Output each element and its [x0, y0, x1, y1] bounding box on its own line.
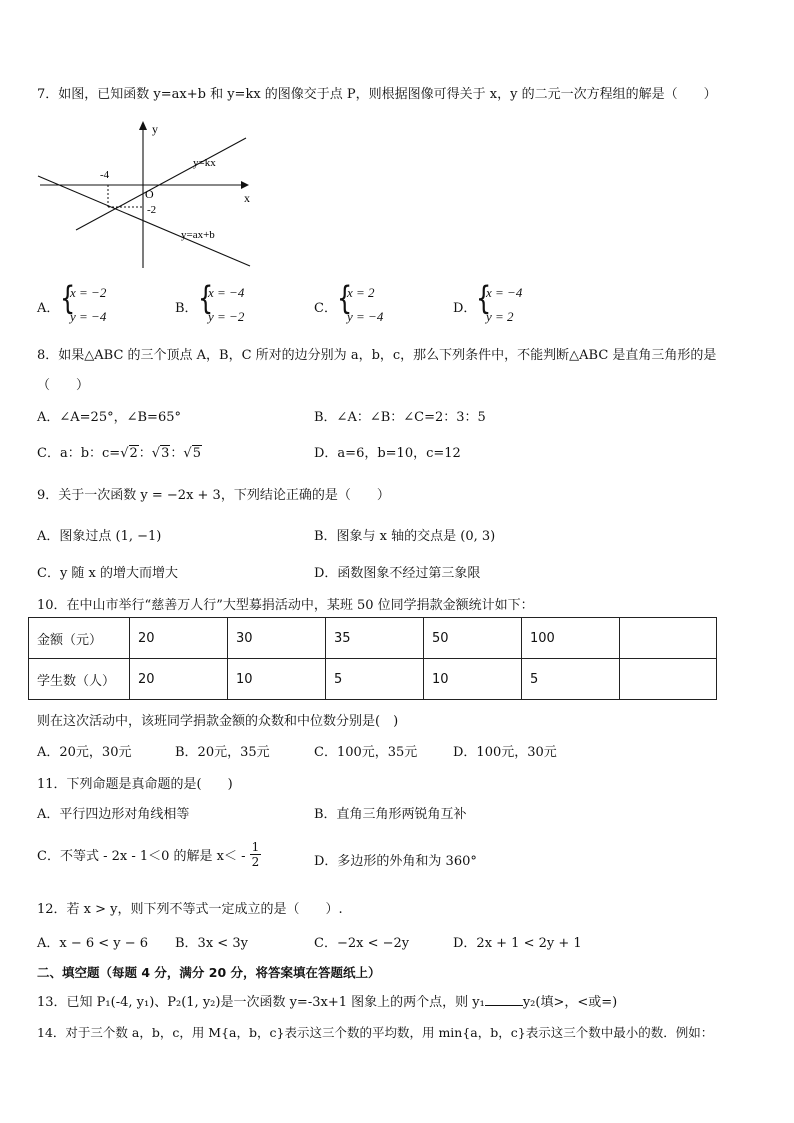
q8-stem-line1: 8．如果△ABC 的三个顶点 A，B，C 所对的边分别为 a，b，c，那么下列条件中，不能判断△ABC 是直角三角形的是 [37, 348, 717, 363]
q11-option-d[interactable]: D．多边形的外角和为 360° [314, 854, 477, 869]
q9-option-c[interactable]: C．y 随 x 的增大而增大 [37, 566, 179, 581]
line-kx [76, 138, 246, 230]
fraction [250, 840, 262, 869]
table-cell: 10 [424, 659, 522, 700]
table-cell: 35 [326, 618, 424, 659]
q11-option-c[interactable] [37, 840, 261, 869]
q7-option-b-letter: B． [175, 301, 198, 316]
y-axis-arrow [139, 121, 147, 130]
sqrt-sign: √ [151, 446, 161, 461]
q10-option-b[interactable]: B．20元，35元 [175, 745, 270, 760]
q13-pre: 13．已知 P₁(-4, y₁)、P₂(1, y₂)是一次函数 y=-3x+1 图象上的两个点，则 y₁ [37, 995, 485, 1010]
q12-option-a[interactable]: A．x − 6 < y − 6 [37, 936, 149, 951]
q12-option-b[interactable]: B．3x < 3y [175, 936, 248, 951]
brace: { [60, 279, 76, 317]
section-heading: 二、填空题（每题 4 分，满分 20 分，将答案填在答题纸上） [37, 965, 381, 980]
q7-option-a-line2: y = −4 [70, 309, 107, 324]
table-cell: 5 [326, 659, 424, 700]
q12-option-d[interactable]: D．2x + 1 < 2y + 1 [453, 936, 582, 951]
fraction-denominator: 2 [251, 855, 260, 869]
q10-table [28, 617, 717, 700]
label-y: y [152, 122, 158, 136]
q10-option-c[interactable]: C．100元，35元 [314, 745, 418, 760]
q9-option-b[interactable]: B．图象与 x 轴的交点是 (0, 3) [314, 529, 496, 544]
table-cell: 30 [228, 618, 326, 659]
q8-option-c[interactable] [37, 442, 202, 461]
q8-stem-line2: （ ） [37, 378, 90, 393]
label-x: x [244, 191, 250, 205]
sqrt-sign: √ [183, 446, 192, 461]
q8-c-radicand-2: 3 [161, 446, 170, 461]
q7-stem: 7．如图，已知函数 y=ax+b 和 y=kx 的图像交于点 P，则根据图像可得关于 x，y 的二元一次方程组的解是（ ） [37, 87, 717, 102]
q8-c-sep-2: ： [170, 446, 184, 461]
table-row [29, 659, 717, 700]
q10-stem: 10．在中山市举行“慈善万人行”大型募捐活动中，某班 50 位同学捐款金额统计如下： [37, 598, 534, 613]
table-cell: 20 [130, 618, 228, 659]
q7-option-d-line2: y = 2 [486, 309, 514, 324]
q7-option-b-line1: x = −4 [208, 285, 245, 300]
q8-option-b[interactable]: B．∠A：∠B：∠C=2：3：5 [314, 410, 486, 425]
q10-after: 则在这次活动中，该班同学捐款金额的众数和中位数分别是( ) [37, 714, 399, 729]
label-kx: y=kx [193, 157, 216, 169]
q7-graph [36, 118, 266, 270]
q7-option-b-line2: y = −2 [208, 309, 245, 324]
table-cell: 100 [522, 618, 620, 659]
q8-option-d[interactable]: D．a=6，b=10，c=12 [314, 446, 461, 461]
q8-option-c-prefix: C．a：b：c= [37, 446, 121, 461]
table-cell: 10 [228, 659, 326, 700]
table-cell: 金额（元） [29, 618, 130, 659]
q13-answer-blank[interactable] [485, 993, 523, 1006]
q7-option-a-line1: x = −2 [70, 285, 107, 300]
label-axb: y=ax+b [181, 229, 215, 241]
table-row [29, 618, 717, 659]
q7-option-c-letter: C． [314, 301, 337, 316]
brace: { [337, 279, 353, 317]
q7-option-c-line1: x = 2 [347, 285, 375, 300]
q13-text [37, 991, 617, 1010]
q11-option-b[interactable]: B．直角三角形两锐角互补 [314, 807, 467, 822]
sqrt-sign: √ [120, 446, 129, 461]
q7-option-d-line1: x = −4 [486, 285, 523, 300]
table-cell: 50 [424, 618, 522, 659]
q10-option-a[interactable]: A．20元，30元 [37, 745, 132, 760]
q13-post: y₂(填>，<或=) [522, 995, 618, 1010]
table-cell: 20 [130, 659, 228, 700]
q8-option-a[interactable]: A．∠A=25°，∠B=65° [37, 410, 181, 425]
q12-option-c[interactable]: C．−2x < −2y [314, 936, 410, 951]
q11-stem: 11．下列命题是真命题的是( ) [37, 777, 233, 792]
q12-stem: 12．若 x > y，则下列不等式一定成立的是（ ）. [37, 902, 343, 917]
x-axis-arrow [241, 181, 249, 189]
label-origin: O [145, 187, 154, 201]
q7-option-a-letter: A． [37, 301, 60, 316]
q11-option-a[interactable]: A．平行四边形对角线相等 [37, 807, 190, 822]
q7-option-d-letter: D． [453, 301, 477, 316]
q10-option-d[interactable]: D．100元，30元 [453, 745, 557, 760]
q11-option-c-prefix: C．不等式 - 2x - 1＜0 的解是 x＜ - [37, 849, 246, 864]
table-cell: 5 [522, 659, 620, 700]
brace: { [476, 279, 492, 317]
q9-option-d[interactable]: D．函数图象不经过第三象限 [314, 566, 481, 581]
q8-c-radicand-1: 2 [129, 446, 138, 461]
table-cell [620, 618, 717, 659]
q8-c-radicand-3: 5 [192, 446, 201, 461]
table-cell [620, 659, 717, 700]
q7-option-c-line2: y = −4 [347, 309, 384, 324]
q8-c-sep-1: ： [138, 446, 152, 461]
label-minus2: -2 [147, 204, 157, 216]
fraction-numerator: 1 [251, 840, 260, 854]
label-minus4: -4 [100, 169, 110, 181]
brace: { [198, 279, 214, 317]
q9-option-a[interactable]: A．图象过点 (1, −1) [37, 529, 162, 544]
q14-stem: 14．对于三个数 a，b，c，用 M{a，b，c}表示这三个数的平均数，用 min{a，b，c}表示这三个数中最小的数．例如： [37, 1025, 714, 1040]
line-axb [38, 176, 250, 266]
q9-stem: 9．关于一次函数 y = −2x + 3，下列结论正确的是（ ） [37, 488, 390, 503]
table-cell: 学生数（人） [29, 659, 130, 700]
